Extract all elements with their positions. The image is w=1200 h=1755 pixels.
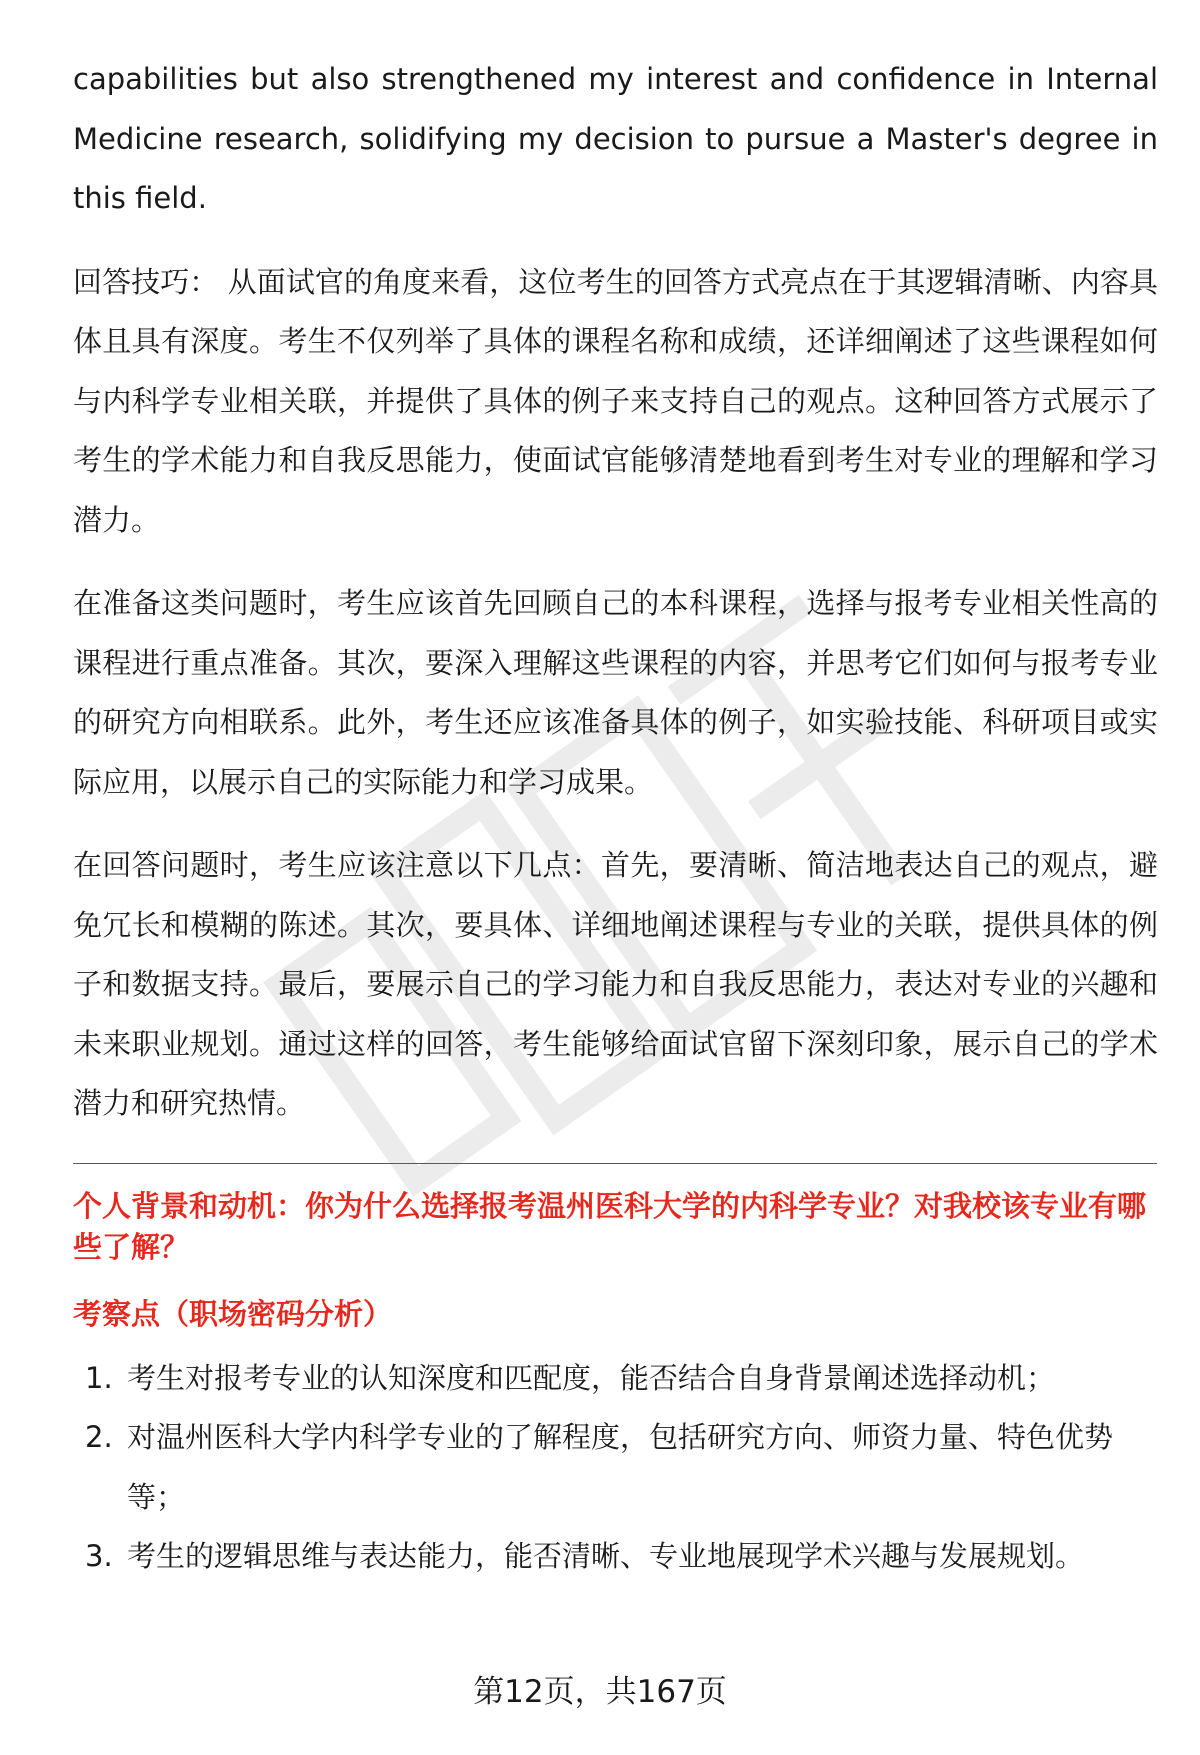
document-page — [73, 50, 1158, 1587]
list-item — [73, 1527, 1158, 1587]
assessment-points-list — [73, 1349, 1158, 1587]
list-item-number: 2. — [85, 1420, 113, 1454]
list-item — [73, 1408, 1158, 1527]
answering-paragraph: 在回答问题时，考生应该注意以下几点：首先，要清晰、简洁地表达自己的观点，避免冗长和模糊的陈述。其次，要具体、详细地阐述课程与专业的关联，提供具体的例子和数据支持。最后，要展示自己的学习能力和自我反思能力，表达对专业的兴趣和未来职业规划。通过这样的回答，考生能够给面试官留下深刻印象，展示自己的学术潜力和研究热情。 — [73, 848, 1158, 1120]
list-item-text: 对温州医科大学内科学专业的了解程度，包括研究方向、师资力量、特色优势等； — [127, 1420, 1114, 1514]
preparation-paragraph: 在准备这类问题时，考生应该首先回顾自己的本科课程，选择与报考专业相关性高的课程进行重点准备。其次，要深入理解这些课程的内容，并思考它们如何与报考专业的研究方向相联系。此外，考生还应该准备具体的例子，如实验技能、科研项目或实际应用，以展示自己的实际能力和学习成果。 — [73, 586, 1158, 799]
list-item-text: 考生的逻辑思维与表达能力，能否清晰、专业地展现学术兴趣与发展规划。 — [127, 1539, 1085, 1573]
list-item — [73, 1349, 1158, 1409]
list-item-number: 1. — [85, 1360, 113, 1395]
question-title: 个人背景和动机：你为什么选择报考温州医科大学的内科学专业？对我校该专业有哪些了解？ — [73, 1188, 1147, 1264]
page-number-footer: 第12页，共167页 — [473, 1674, 727, 1710]
list-item-number: 3. — [85, 1539, 113, 1573]
list-item-text: 考生对报考专业的认知深度和匹配度，能否结合自身背景阐述选择动机； — [127, 1360, 1056, 1395]
intro-paragraph: capabilities but also strengthened my interest and confidence in Internal Medicine research, solidifying my decision to pursue a Master's degree in this field. — [73, 62, 1158, 215]
section-divider — [73, 1163, 1157, 1164]
assessment-points-title: 考察点（职场密码分析） — [73, 1296, 393, 1331]
answer-tips-paragraph: 回答技巧： 从面试官的角度来看，这位考生的回答方式亮点在于其逻辑清晰、内容具体且具有深度。考生不仅列举了具体的课程名称和成绩，还详细阐述了这些课程如何与内科学专业相关联，并提供了具体的例子来支持自己的观点。这种回答方式展示了考生的学术能力和自我反思能力，使面试官能够清楚地看到考生对专业的理解和学习潜力。 — [73, 264, 1158, 537]
